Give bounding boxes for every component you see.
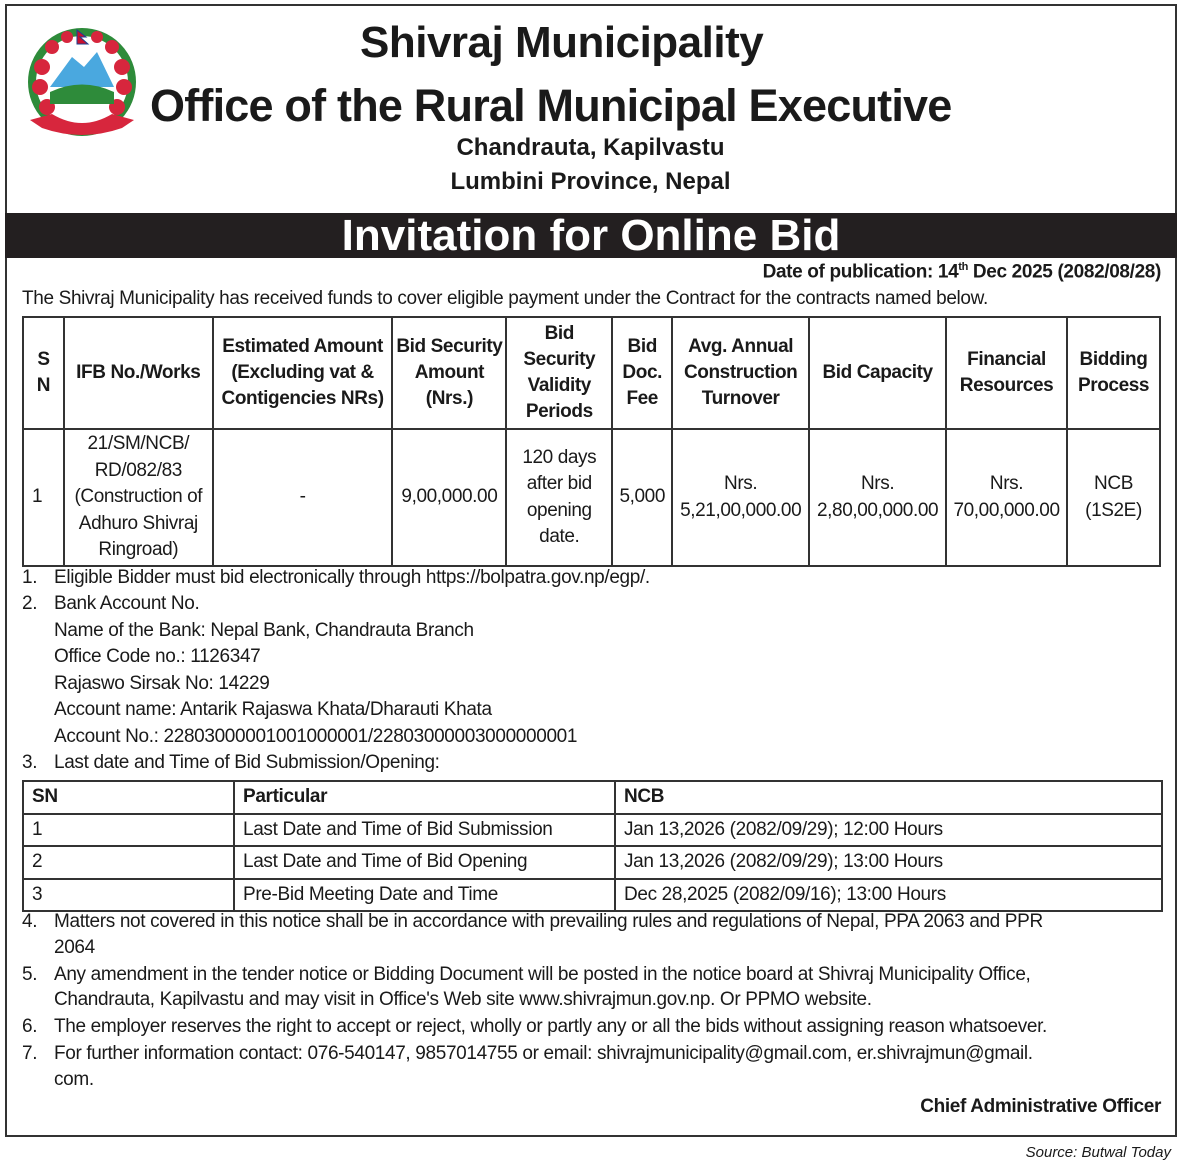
office-code: Office Code no.: 1126347 [54, 646, 261, 667]
cell-ncb: Jan 13,2026 (2082/09/29); 13:00 Hours [615, 846, 1162, 879]
note-text: Any amendment in the tender notice or Bidding Document will be posted in the notice board at Shivraj Municipality Office, [54, 964, 1031, 985]
cell-sn: 1 [23, 429, 64, 566]
header-financial-resources: Financial Resources [946, 317, 1067, 429]
notice-banner: Invitation for Online Bid [5, 213, 1177, 258]
publication-date [763, 261, 1161, 283]
note-text: Bank Account No. [54, 593, 200, 614]
note-number: 2. [22, 593, 38, 614]
cell-ncb: Dec 28,2025 (2082/09/16); 13:00 Hours [615, 879, 1162, 912]
note-number: 6. [22, 1016, 38, 1037]
cell-ncb: Jan 13,2026 (2082/09/29); 12:00 Hours [615, 814, 1162, 847]
header-particular: Particular [234, 781, 615, 814]
note-number: 7. [22, 1043, 38, 1064]
note-text: The employer reserves the right to accept or reject, wholly or partly any or all the bids without assigning reason whatsoever. [54, 1016, 1047, 1037]
dates-table [22, 780, 1163, 912]
rajaswo-sirsak: Rajaswo Sirsak No: 14229 [54, 673, 270, 694]
cell-particular: Last Date and Time of Bid Opening [234, 846, 615, 879]
note-3 [22, 752, 440, 774]
cell-sn: 1 [23, 814, 234, 847]
publication-label: Date of publication: 14 [762, 261, 959, 283]
note-1 [22, 567, 650, 589]
cell-doc-fee: 5,000 [612, 429, 672, 566]
note-number: 1. [22, 567, 38, 588]
cell-estimated-amount: - [213, 429, 393, 566]
note-5-cont: Chandrauta, Kapilvastu and may visit in Office's Web site www.shivrajmun.gov.np. Or PPMO website. [54, 989, 872, 1010]
account-name: Account name: Antarik Rajaswa Khata/Dharauti Khata [54, 699, 492, 720]
note-7 [22, 1043, 1033, 1065]
header-turnover: Avg. Annual Construction Turnover [672, 317, 809, 429]
note-2 [22, 593, 199, 615]
account-number: Account No.: 22803000001001000001/22803000003000000001 [54, 726, 578, 747]
cell-validity: 120 days after bid opening date. [506, 429, 612, 566]
table-row [23, 846, 1162, 879]
note-4-cont: 2064 [54, 937, 95, 958]
cell-bidding-process: NCB (1S2E) [1067, 429, 1160, 566]
table-row [23, 814, 1162, 847]
source-credit: Source: Butwal Today [1025, 1144, 1171, 1161]
header-sn: SN [23, 781, 234, 814]
header-bid-security-validity: Bid Security Validity Periods [506, 317, 612, 429]
cell-ifb: 21/SM/NCB/ RD/082/83 (Construction of Adhuro Shivraj Ringroad) [64, 429, 213, 566]
header-bidding-process: Bidding Process [1067, 317, 1160, 429]
cell-particular: Pre-Bid Meeting Date and Time [234, 879, 615, 912]
note-text: For further information contact: 076-540147, 9857014755 or email: shivrajmunicipality@gmail.com, er.shivrajmun@gmail. [54, 1043, 1033, 1064]
cell-financial-resources: Nrs. 70,00,000.00 [946, 429, 1067, 566]
header-bid-doc-fee: Bid Doc. Fee [612, 317, 672, 429]
intro-text: The Shivraj Municipality has received funds to cover eligible payment under the Contract for the contracts named below. [22, 288, 988, 309]
bank-name: Name of the Bank: Nepal Bank, Chandrauta Branch [54, 620, 474, 641]
header-ncb: NCB [615, 781, 1162, 814]
nepal-emblem-logo [22, 22, 142, 140]
header-estimated-amount: Estimated Amount (Excluding vat & Contigencies NRs) [213, 317, 393, 429]
header-bid-capacity: Bid Capacity [809, 317, 946, 429]
cell-particular: Last Date and Time of Bid Submission [234, 814, 615, 847]
signature: Chief Administrative Officer [920, 1096, 1161, 1117]
address-line-2: Lumbini Province, Nepal [450, 168, 731, 195]
note-5 [22, 964, 1030, 986]
cell-sn: 3 [23, 879, 234, 912]
note-text: Last date and Time of Bid Submission/Opening: [54, 752, 440, 773]
note-number: 5. [22, 964, 38, 985]
header-sn: S N [23, 317, 64, 429]
table-row [23, 429, 1160, 566]
note-text: Eligible Bidder must bid electronically through https://bolpatra.gov.np/egp/. [54, 567, 650, 588]
cell-bid-capacity: Nrs. 2,80,00,000.00 [809, 429, 946, 566]
municipality-title: Shivraj Municipality [360, 18, 764, 67]
header-bid-security-amount: Bid Security Amount (Nrs.) [392, 317, 506, 429]
cell-bid-security-amount: 9,00,000.00 [392, 429, 506, 566]
header-ifb: IFB No./Works [64, 317, 213, 429]
cell-turnover: Nrs. 5,21,00,000.00 [672, 429, 809, 566]
table-row [23, 879, 1162, 912]
bid-table-header [23, 317, 1160, 429]
note-number: 4. [22, 911, 38, 932]
publication-rest: Dec 2025 (2082/08/28) [967, 261, 1161, 283]
bid-table [22, 316, 1161, 567]
note-7-cont: com. [54, 1069, 94, 1090]
dates-table-header [23, 781, 1162, 814]
note-text: Matters not covered in this notice shall be in accordance with prevailing rules and regulations of Nepal, PPA 2063 and PPR [54, 911, 1043, 932]
address-line-1: Chandrauta, Kapilvastu [456, 134, 725, 161]
note-number: 3. [22, 752, 38, 773]
office-title: Office of the Rural Municipal Executive [150, 80, 952, 131]
note-4 [22, 911, 1043, 933]
cell-sn: 2 [23, 846, 234, 879]
publication-sup: th [958, 261, 968, 273]
note-6 [22, 1016, 1047, 1038]
